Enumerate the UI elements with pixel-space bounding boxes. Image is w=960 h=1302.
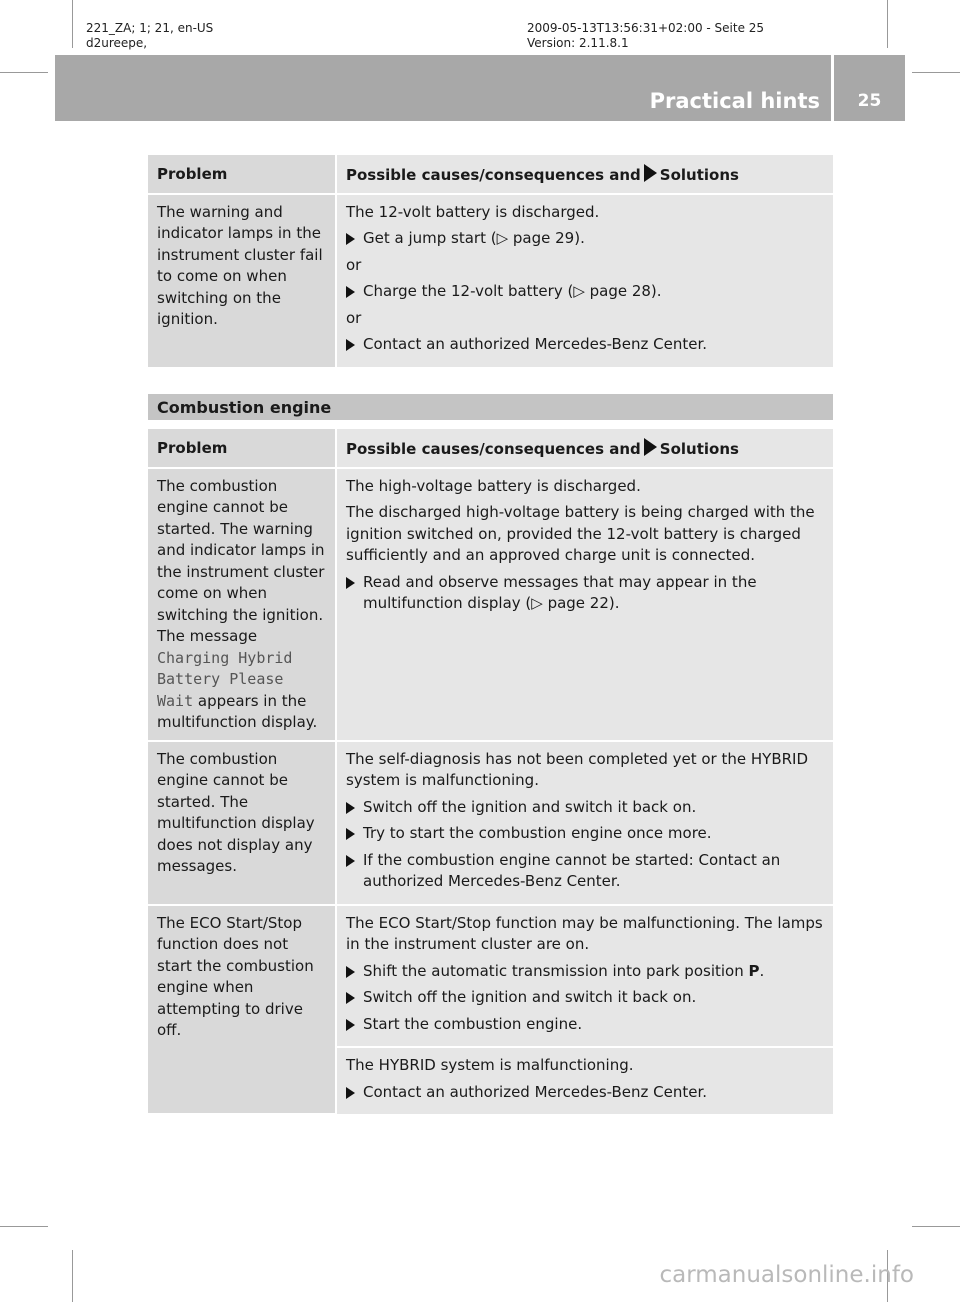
solution-step [346,850,824,893]
section-heading: Combustion engine [157,398,332,417]
problem-cell: The warning and indicator lamps in the instrument cluster fail to come on when switching on the ignition. [148,194,336,367]
watermark: carmanualsonline.info [659,1262,914,1288]
or-text: or [346,255,362,274]
problem-cell [148,468,336,741]
solution-step [346,572,824,615]
crop-mark [72,1250,73,1302]
table-header-row [148,155,833,194]
step-text: Get a jump start (▷ page 29). [363,229,585,247]
solution-step [346,334,824,356]
meta-left-line1: 221_ZA; 1; 21, en-US [86,21,214,35]
cause-text: The ECO Start/Stop function may be malfunctioning. The lamps in the instrument cluster are on. [346,913,823,953]
table-row [148,468,833,741]
meta-right-line2: Version: 2.11.8.1 [527,36,629,50]
meta-right [527,21,764,51]
solution-cell [336,905,833,1048]
solution-step [346,987,824,1009]
problem-text: appears in the multifunction display. [157,691,318,731]
col-head-pre: Possible causes/consequences and [346,440,641,458]
solution-cell [336,468,833,741]
page-number: 25 [857,91,882,111]
gear-position: P [748,961,760,980]
col-head-post: Solutions [659,166,739,184]
section-title: Practical hints [649,89,820,113]
cause-text: The high-voltage battery is discharged. [346,476,641,495]
crop-mark [887,0,888,48]
arrow-right-icon [346,992,355,1004]
col-head-solutions [336,429,833,468]
solution-step [346,1082,824,1104]
problem-table-engine [148,429,833,1115]
crop-mark [912,72,960,73]
table-header-row [148,429,833,468]
table-row [148,741,833,905]
arrow-right-icon [346,1087,355,1099]
or-text: or [346,308,362,327]
solution-cell [336,194,833,367]
step-text: Read and observe messages that may appear in the multifunction display (▷ page 22). [363,572,757,612]
section-band [148,394,833,420]
arrow-right-icon [346,966,355,978]
col-head-solutions [336,155,833,194]
solution-cell [336,1047,833,1114]
crop-mark [72,0,73,48]
col-head-problem: Problem [148,155,336,194]
meta-left [86,21,213,51]
step-text: Shift the automatic transmission into park position [363,961,744,980]
problem-text: The combustion engine cannot be started. The warning and indicator lamps in the instrument cluster come on when switching the ignition. The message [157,476,325,645]
solution-cell [336,741,833,905]
cause-text: The HYBRID system is malfunctioning. [346,1056,634,1074]
step-text: Contact an authorized Mercedes-Benz Center. [363,1082,708,1101]
problem-cell: The combustion engine cannot be started. The multifunction display does not display any messages. [148,741,336,905]
arrow-right-icon [346,577,355,589]
solution-step [346,281,824,303]
arrow-right-icon [346,828,355,840]
arrow-right-icon [346,1019,355,1031]
step-text: Switch off the ignition and switch it back on. [363,797,697,816]
meta-left-line2: d2ureepe, [86,36,148,50]
solution-step [346,961,824,983]
crop-mark [0,72,48,73]
solution-step [346,1014,824,1036]
crop-mark [912,1226,960,1227]
problem-table-battery [148,155,833,367]
solution-step [346,228,824,250]
col-head-problem: Problem [148,429,336,468]
step-text: Charge the 12-volt battery (▷ page 28). [363,282,662,300]
arrow-right-icon [346,855,355,867]
meta-right-line1: 2009-05-13T13:56:31+02:00 - Seite 25 [527,21,765,35]
table-row [148,905,833,1048]
cause-text: The 12-volt battery is discharged. [346,202,600,221]
crop-mark [0,1226,48,1227]
display-message: Charging Hybrid Battery Please Wait [157,648,293,710]
table-row [148,194,833,367]
cause-text: The self-diagnosis has not been completed yet or the HYBRID system is malfunctioning. [346,749,809,789]
arrow-right-icon [346,233,355,245]
problem-cell: The ECO Start/Stop function does not start the combustion engine when attempting to drive off. [148,905,336,1115]
arrow-right-icon [346,339,355,351]
col-head-pre: Possible causes/consequences and [346,166,641,184]
solution-step [346,823,824,845]
arrow-right-icon [644,164,657,182]
step-text: Switch off the ignition and switch it back on. [363,988,697,1006]
arrow-right-icon [346,802,355,814]
cause-text: The discharged high-voltage battery is being charged with the ignition switched on, provided the 12-volt battery is charged sufficiently and an approved charge unit is connected. [346,503,815,564]
solution-step [346,797,824,819]
col-head-post: Solutions [659,440,739,458]
step-text: If the combustion engine cannot be started: Contact an authorized Mercedes-Benz Center. [363,850,781,890]
arrow-right-icon [644,438,657,456]
step-text: Start the combustion engine. [363,1014,583,1033]
step-text: . [759,961,765,980]
arrow-right-icon [346,286,355,298]
step-text: Contact an authorized Mercedes-Benz Center. [363,335,708,353]
step-text: Try to start the combustion engine once more. [363,824,712,842]
